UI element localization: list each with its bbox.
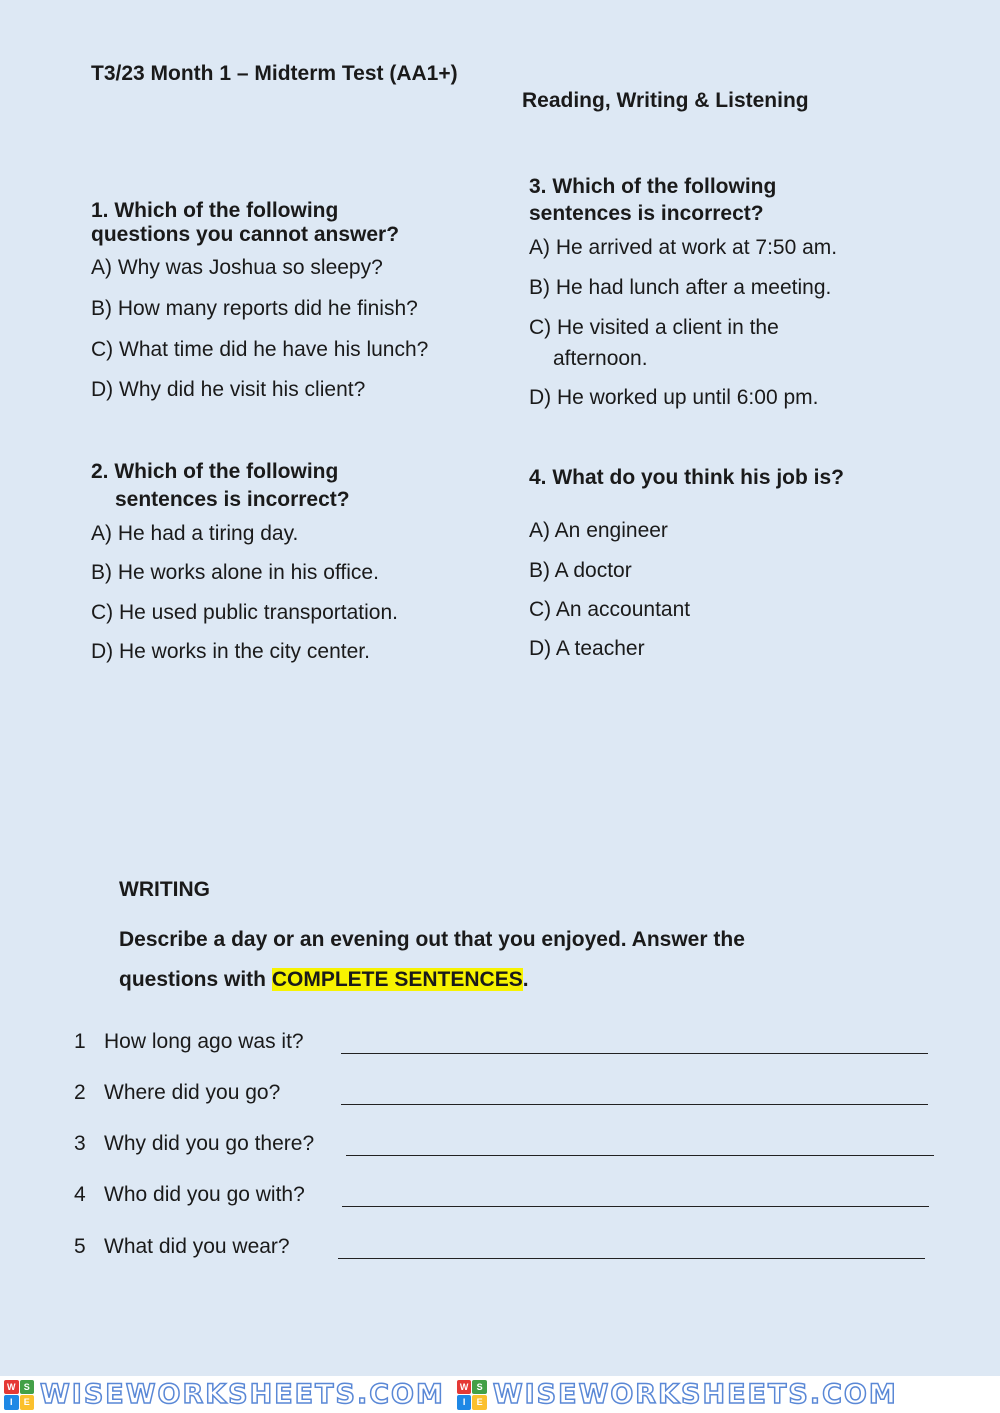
writing-item-5 [74, 1235, 925, 1259]
test-subtitle: Reading, Writing & Listening [522, 89, 809, 112]
writing-instruction-line1: Describe a day or an evening out that you enjoyed. Answer the [119, 928, 745, 951]
question-1-option-c: C) What time did he have his lunch? [91, 338, 429, 361]
question-2-option-a: A) He had a tiring day. [91, 522, 299, 545]
writing-item-number: 4 [74, 1183, 86, 1206]
question-1-line2: questions you cannot answer? [91, 223, 400, 246]
question-2-option-c: C) He used public transportation. [91, 601, 398, 624]
writing-item-1 [74, 1030, 928, 1054]
writing-item-question: How long ago was it? [104, 1030, 304, 1053]
question-1-option-d: D) Why did he visit his client? [91, 378, 366, 401]
question-4-option-c: C) An accountant [529, 598, 691, 621]
question-2-line2: sentences is incorrect? [115, 488, 350, 511]
watermark-1 [0, 1379, 445, 1410]
question-2-line1: 2. Which of the following [91, 460, 339, 483]
question-3-option-c-cont: afternoon. [553, 347, 648, 370]
watermark-2 [453, 1379, 898, 1410]
question-1-line1: 1. Which of the following [91, 199, 339, 222]
writing-item-question: Why did you go there? [104, 1132, 315, 1155]
question-3-option-c: C) He visited a client in the [529, 316, 779, 339]
writing-item-number: 3 [74, 1132, 86, 1155]
question-3-line2: sentences is incorrect? [529, 202, 764, 225]
writing-item-question: Where did you go? [104, 1081, 281, 1104]
question-4-heading: 4. What do you think his job is? [529, 466, 844, 489]
writing-item-number: 2 [74, 1081, 86, 1104]
question-3-option-a: A) He arrived at work at 7:50 am. [529, 236, 838, 259]
writing-item-number: 1 [74, 1030, 86, 1053]
writing-instruction-prefix: questions with [119, 968, 272, 991]
wiseworksheets-logo-icon: W S I E [457, 1380, 487, 1410]
writing-instruction-suffix: . [522, 968, 529, 991]
watermark-text: WISEWORKSHEETS.COM [492, 1379, 898, 1410]
answer-line-3[interactable] [346, 1135, 934, 1156]
question-2-option-b: B) He works alone in his office. [91, 561, 379, 584]
writing-item-question: Who did you go with? [104, 1183, 305, 1206]
highlighted-complete-sentences: COMPLETE SENTENCES [271, 968, 523, 991]
question-3-option-d: D) He worked up until 6:00 pm. [529, 386, 819, 409]
watermark-text: WISEWORKSHEETS.COM [40, 1379, 445, 1410]
writing-heading: WRITING [119, 878, 210, 901]
answer-line-5[interactable] [338, 1238, 925, 1259]
writing-instruction-line2 [119, 968, 529, 992]
answer-line-2[interactable] [341, 1084, 928, 1105]
question-1-option-a: A) Why was Joshua so sleepy? [91, 256, 383, 279]
writing-item-number: 5 [74, 1235, 86, 1258]
writing-item-4 [74, 1183, 929, 1207]
writing-item-3 [74, 1132, 934, 1156]
question-4-option-b: B) A doctor [529, 559, 632, 582]
writing-item-2 [74, 1081, 928, 1105]
answer-line-1[interactable] [341, 1033, 928, 1054]
question-3-line1: 3. Which of the following [529, 175, 777, 198]
question-3-option-b: B) He had lunch after a meeting. [529, 276, 832, 299]
question-4-option-d: D) A teacher [529, 637, 645, 660]
answer-line-4[interactable] [342, 1186, 929, 1207]
question-1-option-b: B) How many reports did he finish? [91, 297, 418, 320]
question-2-option-d: D) He works in the city center. [91, 640, 370, 663]
test-title: T3/23 Month 1 – Midterm Test (AA1+) [91, 62, 458, 85]
wiseworksheets-logo-icon: W S I E [4, 1380, 34, 1410]
watermark-footer [0, 1376, 1000, 1413]
question-4-option-a: A) An engineer [529, 519, 668, 542]
writing-item-question: What did you wear? [104, 1235, 290, 1258]
